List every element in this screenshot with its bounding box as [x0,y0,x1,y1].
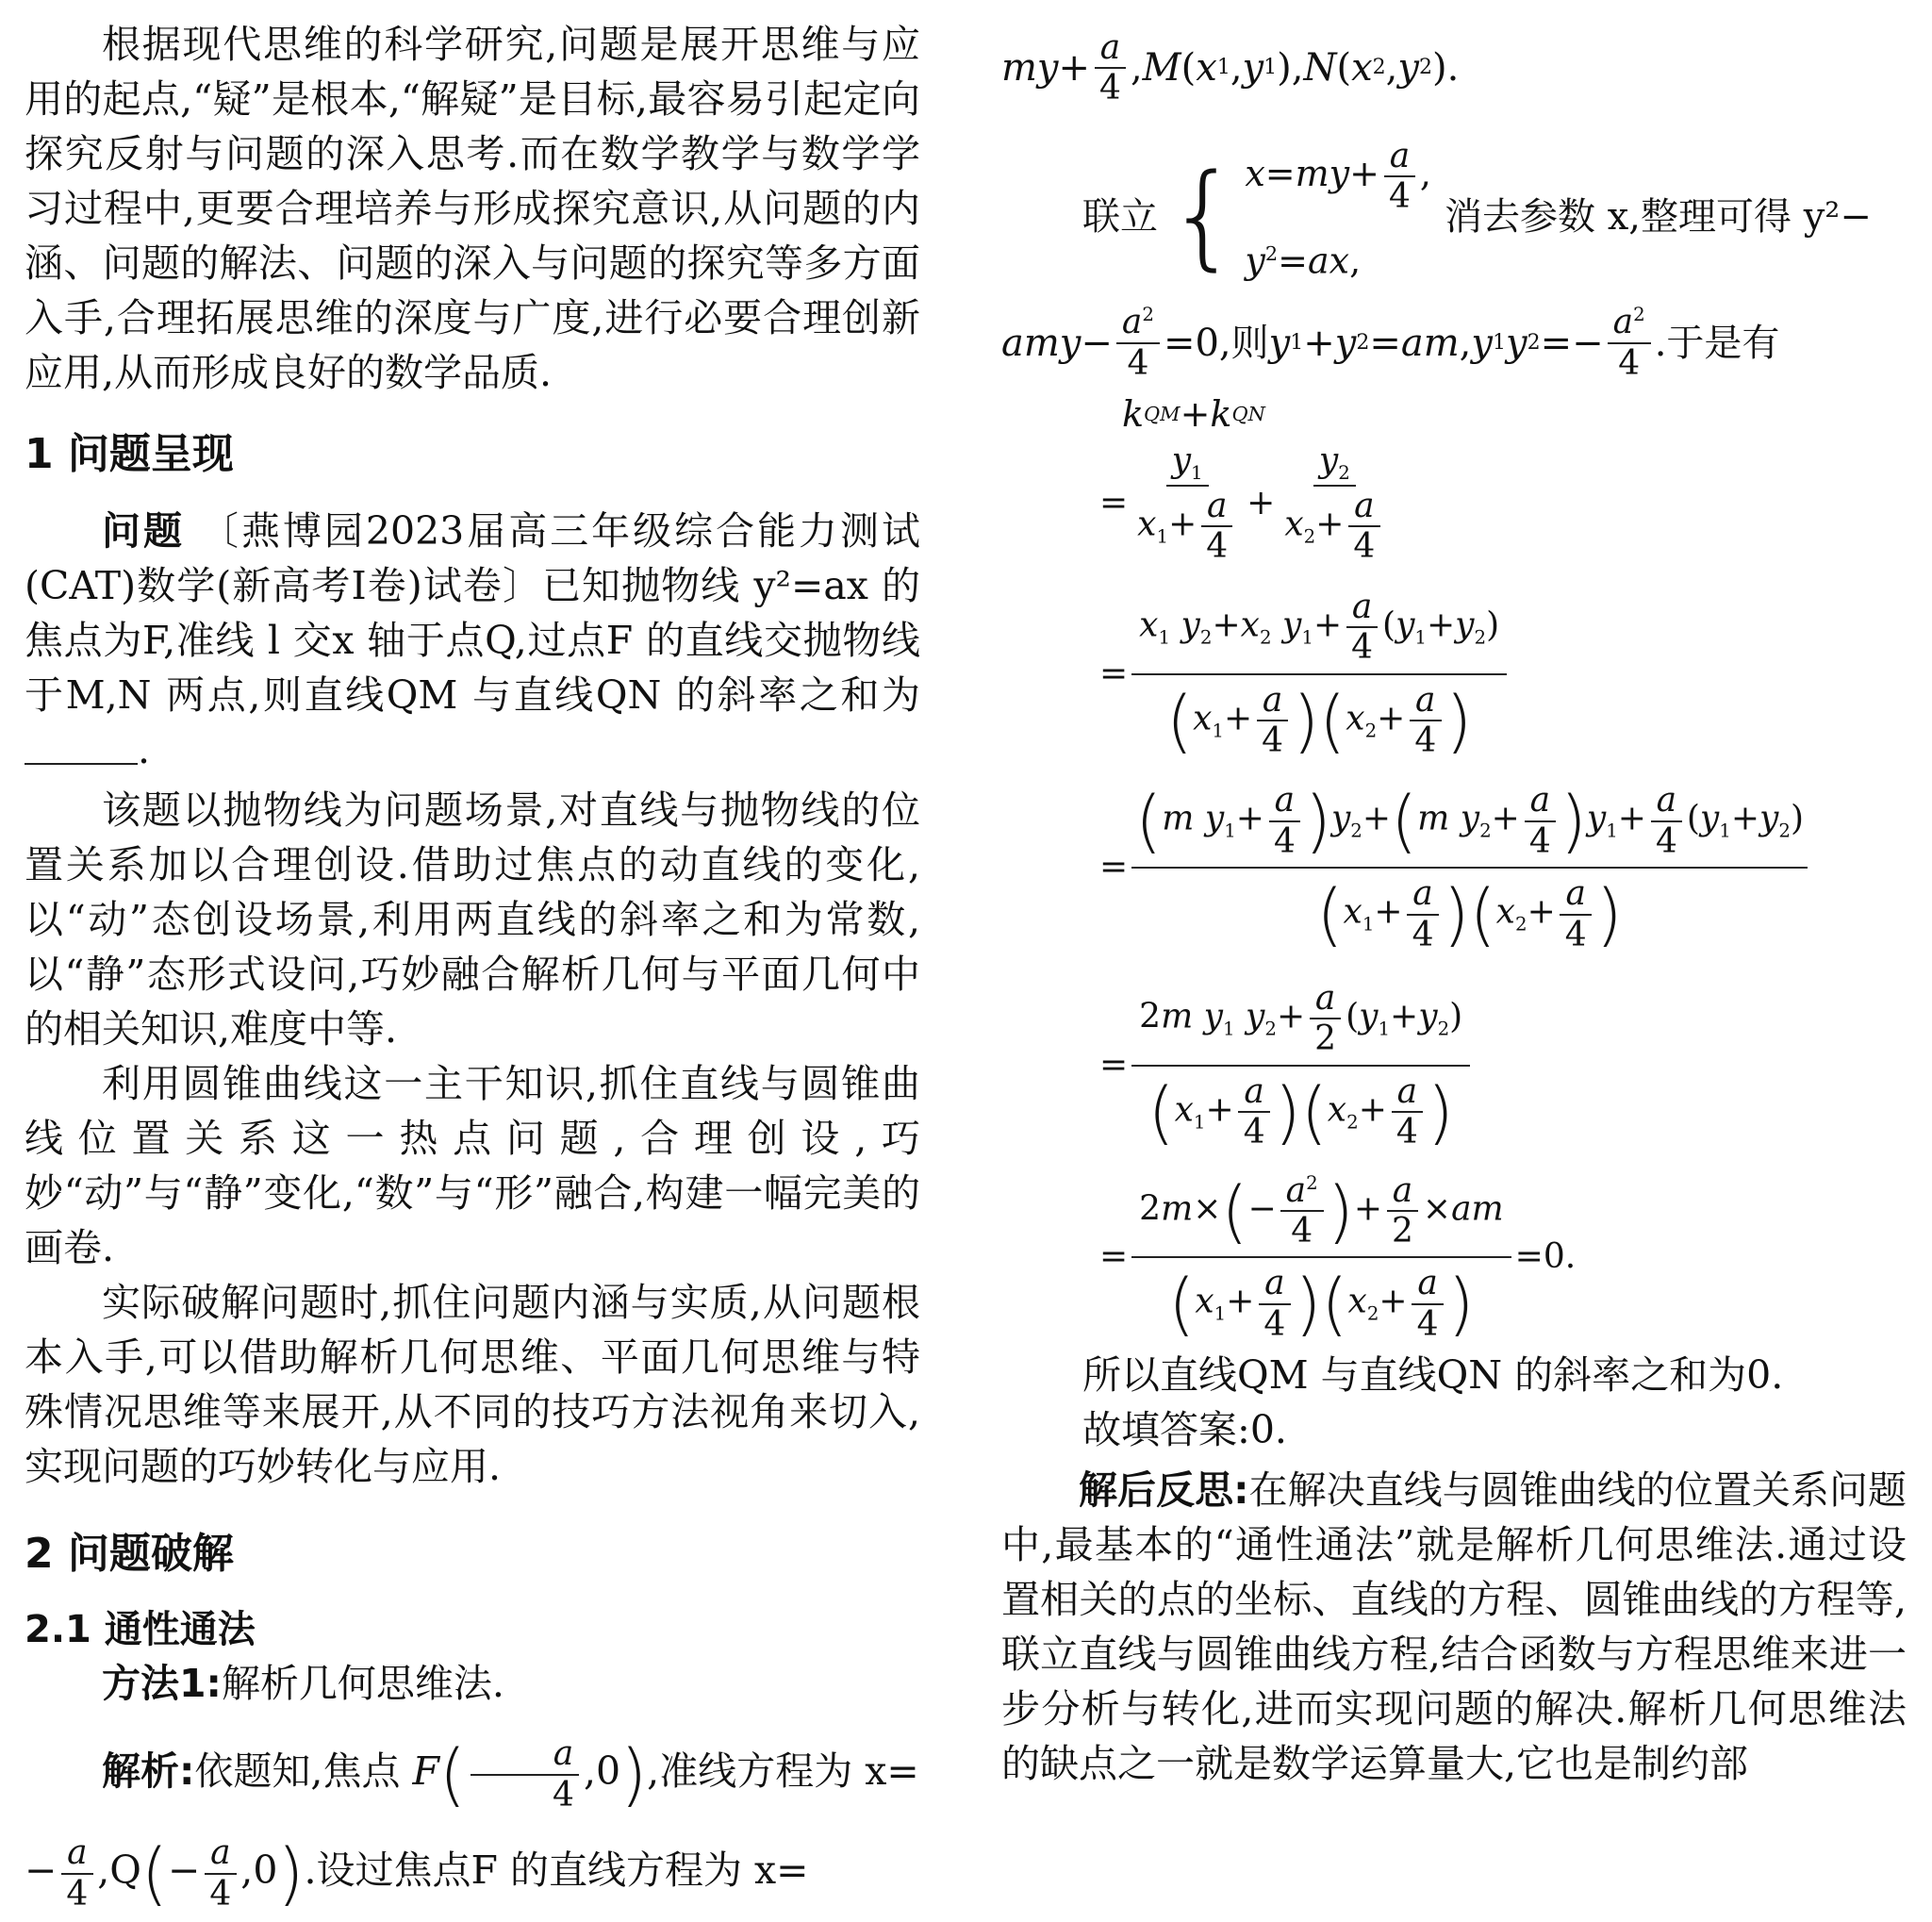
analysis-text-2: ,准线方程为 x= [647,1748,919,1794]
eq-step-4: = 2m $y_1$ $y_2+$ $\frac{a}{2}$ $(y_1+y_2)$ ($x_1+$ $\frac{a}{4}$ )($x_2+$ $\frac{a}{4}$ ) [1099,979,1907,1152]
equation-system: { x=my+ $\frac{a}{4}$ , $y^2=ax$, [1167,136,1431,283]
analysis-text-3: ,Q [97,1847,141,1893]
eq-step-5: = 2m×(− $\frac{a^2}{4}$ )+ $\frac{a}{2}$ ×am ($x_1+$ $\frac{a}{4}$ )($x_2+$ $\frac{a}{4}$ ) =0. [1099,1170,1577,1344]
eq-step-2: = $x_1$ $y_2+x_2$ $y_1+$ $\frac{a}{4}$ $(y_1+y_2)$ ($x_1+$ $\frac{a}{4}$ )($x_2+$ $\frac{a}{4}$ ) [1099,588,1907,761]
analysis-line-1: 解析:依题知,焦点 F( $\frac{a}{4}$ ,0),准线方程为 x= [102,1734,919,1814]
paragraph-3: 利用圆锥曲线这一主干知识,抓住直线与圆锥曲线位置关系这一热点问题,合理创设,巧妙“动”与“静”变化,“数”与“形”融合,构建一幅完美的画卷. [25,1061,920,1270]
section-heading-2: 2 问题破解 [25,1530,234,1578]
line-definition-cont: my + $\frac{a}{4}$ , M ( x 1 , y 1 ), N ( x 2 , y 2 ). [1001,28,1460,108]
right-column [1001,17,1907,1791]
lianli-text: 联立 [1082,195,1158,240]
problem-label: 问题 [102,508,185,554]
eq-step-3: = (m $y_1+$ $\frac{a}{4}$ )$y_2+(m$ $y_2+$ $\frac{a}{4}$ )$y_1+$ $\frac{a}{4}$ $(y_1+y_2)$ ($x_1+$ $\frac{a}{4}$ )($x_2+$ $\frac{a}{4}$ ) [1099,781,1907,954]
reflection-text: 在解决直线与圆锥曲线的位置关系问题中,最基本的“通性通法”就是解析几何思维法.通过设置相关的点的坐标、直线的方程、圆锥曲线的方程等,联立直线与圆锥曲线方程,结合函数与方程思维来进一步分析与转化,进而实现问题的解决.解析几何思维法的缺点之一就是数学运算量大,它也是制约部 [1001,1467,1907,1787]
eq-step-1: = $y_1$ $x_1+$ $\frac{a}{4}$ + $y_2$ $x_2+$ $\frac{a}{4}$ [1099,441,1907,567]
answer-blank [25,731,138,765]
answer-line: 故填答案:0. [1082,1407,1287,1453]
analysis-text-1: 依题知,焦点 [194,1748,401,1794]
analysis-text-4: .设过焦点F 的直线方程为 x= [304,1847,809,1893]
method-text: 解析几何思维法. [221,1661,504,1706]
reflection-label: 解后反思: [1079,1467,1249,1514]
system-line [1082,137,1907,298]
slope-sum-lhs: k QM + k QN [1122,393,1265,436]
eliminate-text: 消去参数 x,整理可得 y²− [1445,195,1872,240]
paragraph-4: 实际破解问题时,抓住问题内涵与实质,从问题根本入手,可以借助解析几何思维、平面几何思维与特殊情况思维等来展开,从不同的技巧方法视角来切入,实现问题的巧妙转化与应用. [25,1280,920,1489]
paragraph-2: 该题以抛物线为问题场景,对直线与抛物线的位置关系加以合理创设.借助过焦点的动直线的变化,以“动”态创设场景,利用两直线的斜率之和为常数,以“静”态形式设问,巧妙融合解析几何与平面几何中的相关知识,难度中等. [25,787,920,1052]
reflection-paragraph [1001,1463,1907,1791]
intro-paragraph: 根据现代思维的科学研究,问题是展开思维与应用的起点,“疑”是根本,“解疑”是目标,最容易引起定向探究反射与问题的深入思考.而在数学教学与数学学习过程中,更要合理培养与形成探究意识,从问题的内涵、问题的解法、问题的深入与问题的探究等多方面入手,合理拓展思维的深度与广度,进行必要合理创新应用,从而形成良好的数学品质. [25,22,920,395]
problem-paragraph [25,504,920,777]
vieta-line: amy − $\frac{a^2}{4}$ =0,则 y 1 + y 2 = am , y 1 y 2 =− $\frac{a^2}{4}$ .于是有 [1001,303,1780,383]
analysis-label: 解析: [102,1748,195,1794]
conclusion-line: 所以直线QM 与直线QN 的斜率之和为0. [1082,1352,1784,1399]
problem-end: . [138,727,151,772]
section-heading-1: 1 问题呈现 [25,430,234,478]
yushi-text: .于是有 [1654,321,1780,365]
problem-text: 〔燕博园2023届高三年级综合能力测试(CAT)数学(新高考Ⅰ卷)试卷〕已知抛物线 y²=ax 的焦点为F,准线 l 交x 轴于点Q,过点F 的直线交抛物线于M,N 两点,则直线QM 与直线QN 的斜率之和为 [25,508,920,718]
method-line [25,1656,920,1711]
subsection-heading: 2.1 通性通法 [25,1608,256,1651]
left-column [25,17,920,1922]
analysis-line-2: − $\frac{a}{4}$ ,Q(− $\frac{a}{4}$ ,0).设过焦点F 的直线方程为 x= [25,1833,809,1914]
method-label: 方法1: [102,1661,222,1706]
